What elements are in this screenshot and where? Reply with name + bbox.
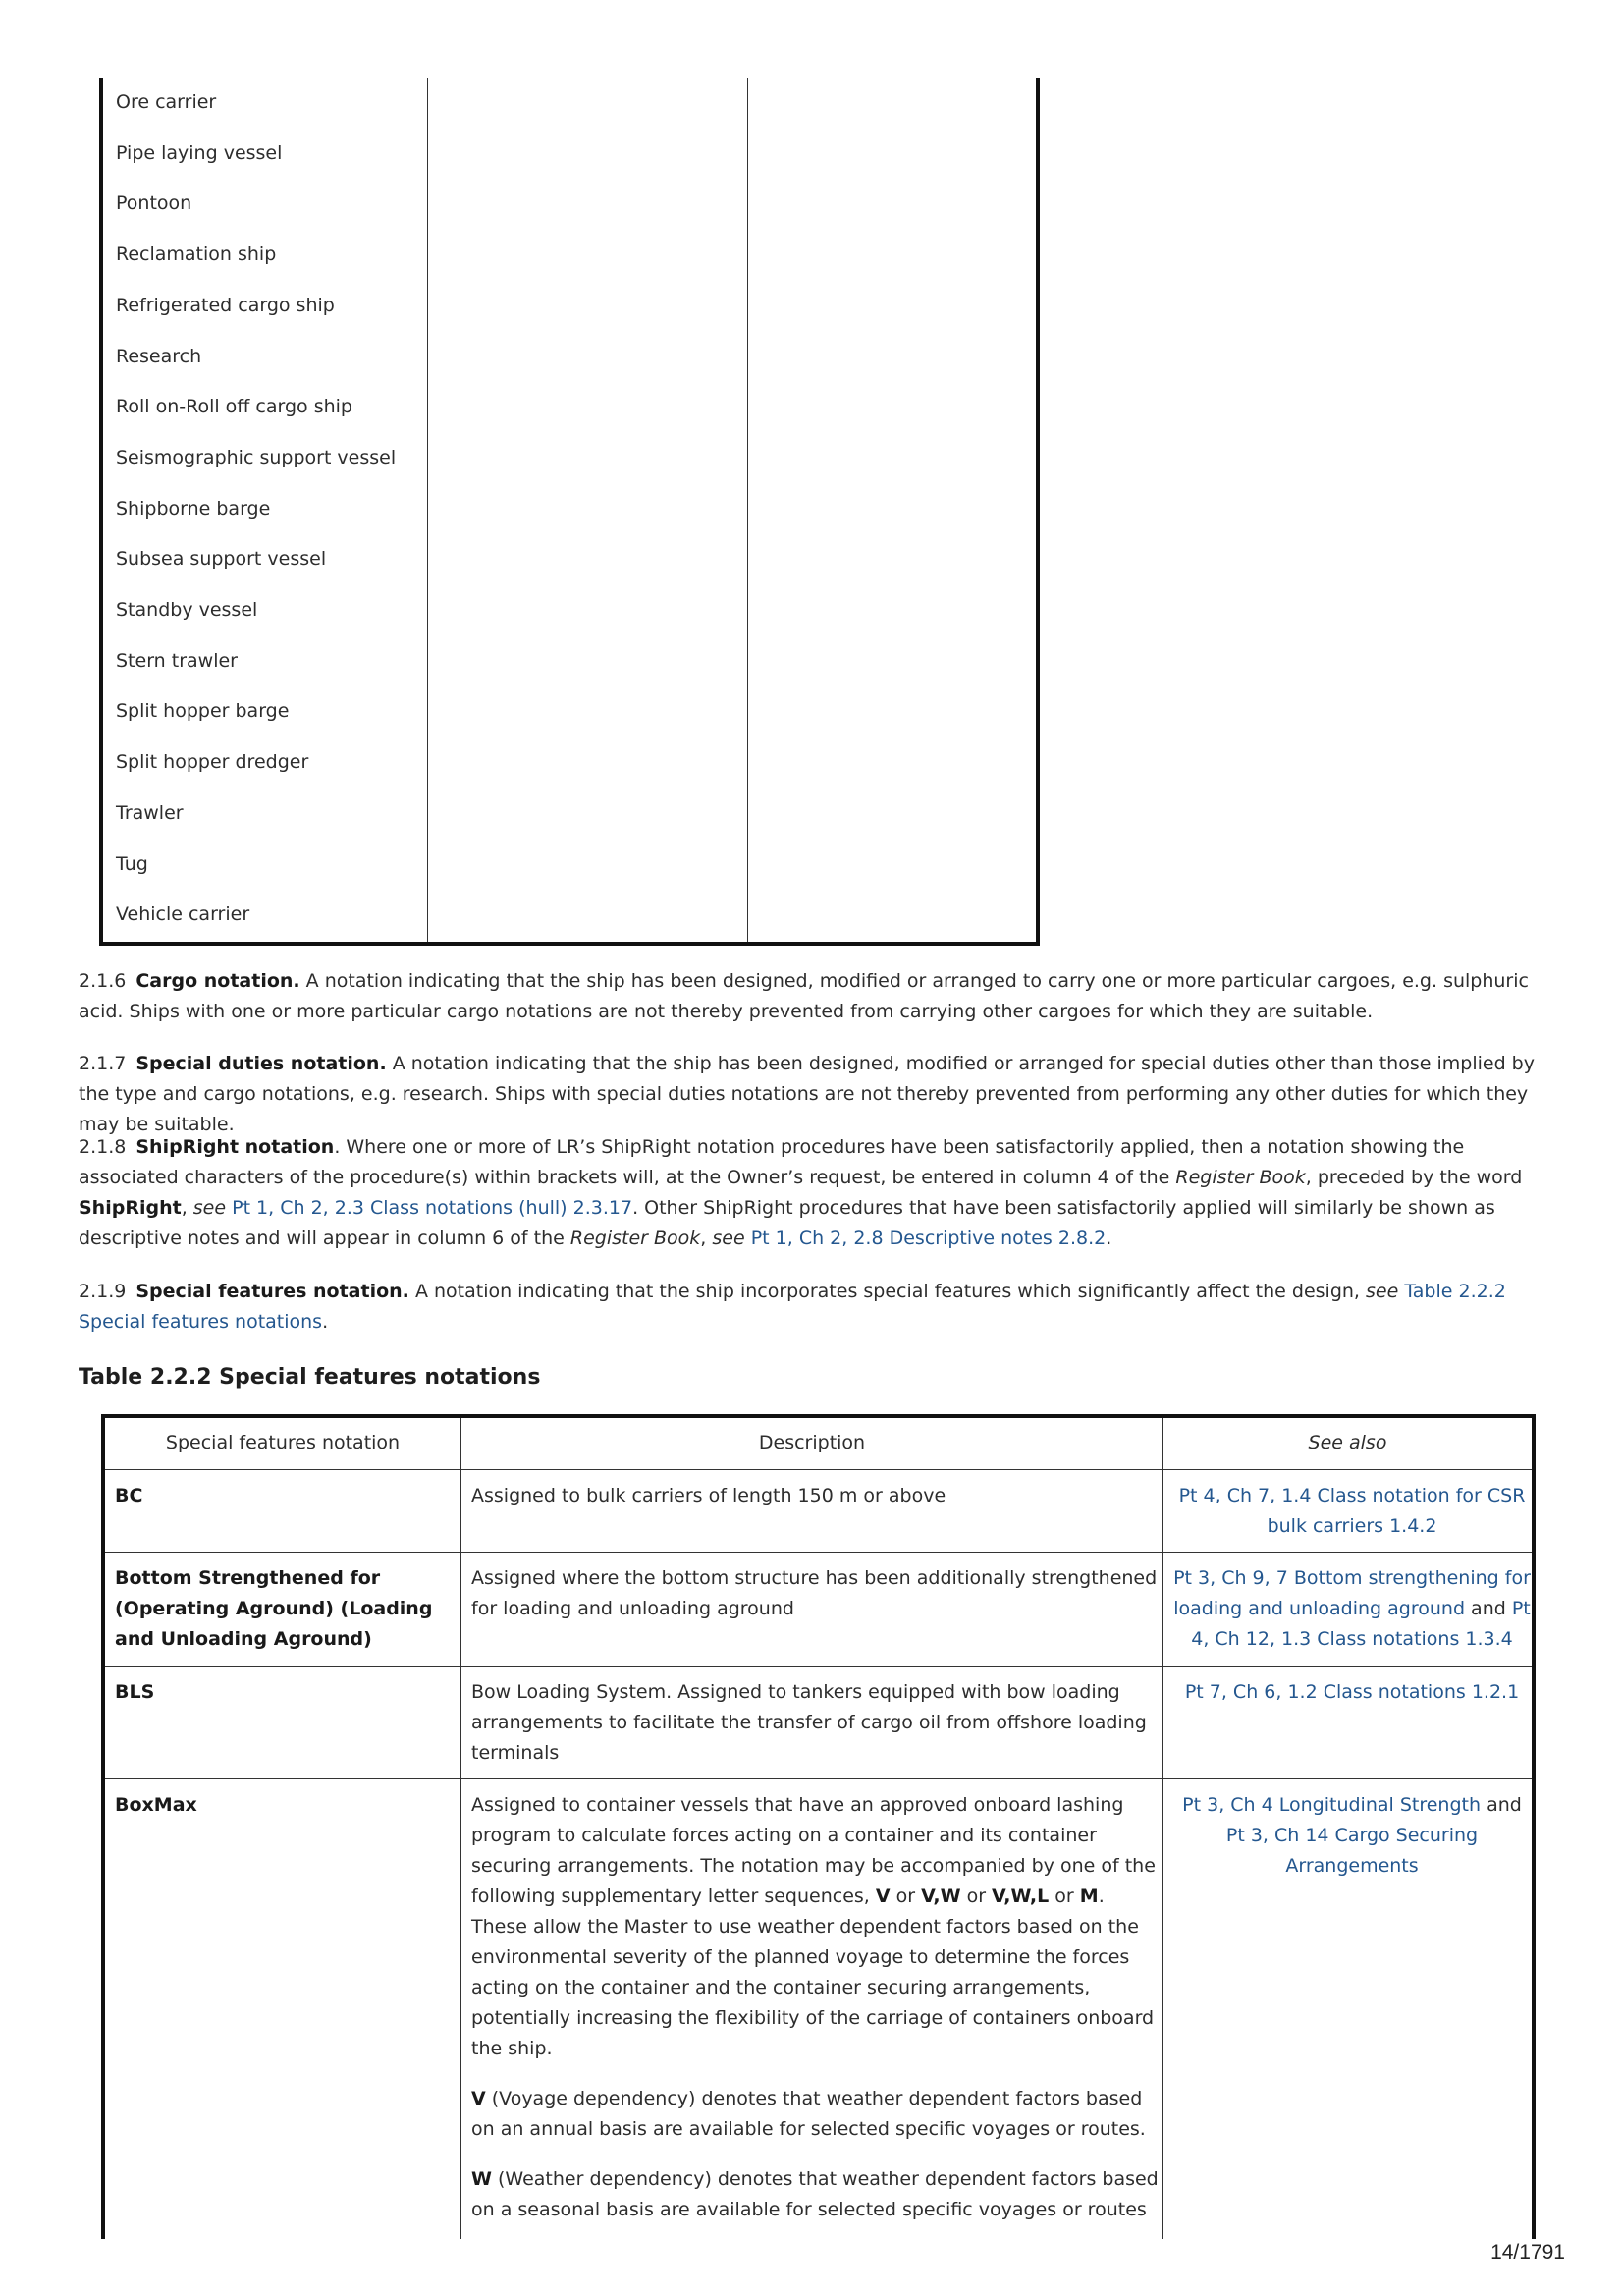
table-row-notation: BC	[115, 1485, 143, 1506]
list-item: Split hopper dredger	[116, 751, 309, 774]
list-item: Subsea support vessel	[116, 548, 327, 571]
table-row-notation: BoxMax	[115, 1794, 197, 1816]
header-notation: Special features notation	[165, 1432, 401, 1453]
section-text: A notation indicating that the ship has been designed, modified or arranged for special duties other than those implied by the type and cargo notations, e.g. research. Ships with special duties notations are not thereby prevented from performing any other duties for which they may be suitable.	[79, 1053, 1535, 1135]
or-text: or	[890, 1886, 922, 1907]
section-2-1-9	[79, 1277, 1551, 1338]
section-number: 2.1.6	[79, 970, 127, 992]
or-text: or	[1049, 1886, 1080, 1907]
descriptive-notes-link[interactable]: Pt 1, Ch 2, 2.8 Descriptive notes 2.8.2	[750, 1228, 1107, 1249]
register-book-ref: Register Book	[569, 1228, 701, 1249]
see-label: see	[192, 1197, 227, 1219]
list-item: Roll on-Roll off cargo ship	[116, 396, 352, 418]
list-item: Reclamation ship	[116, 244, 277, 266]
section-number: 2.1.8	[79, 1136, 127, 1158]
list-item: Trawler	[116, 801, 184, 824]
class-notations-1-3-4-link[interactable]: Pt 4, Ch 12, 1.3 Class notations 1.3.4	[1191, 1598, 1531, 1650]
table-row-description: Bow Loading System. Assigned to tankers equipped with bow loading arrangements to facilitate the transfer of cargo oil from offshore loading terminals	[471, 1681, 1147, 1764]
list-item: Vehicle carrier	[116, 903, 250, 926]
column-divider	[1162, 1418, 1163, 2239]
section-heading: Cargo notation.	[135, 970, 300, 992]
table-title: Table 2.2.2 Special features notations	[79, 1365, 541, 1390]
table-row-see-also	[1170, 1677, 1534, 1708]
weather-dependency-note	[471, 2164, 1159, 2225]
description-text: Assigned to container vessels that have an approved onboard lashing program to calculate forces acting on a container and its container securing arrangements. The notation may be accompanied by one of the following supplementary letter sequences,	[471, 1794, 1156, 1907]
letter-m: M	[1079, 1886, 1099, 1907]
table-row-description: Assigned where the bottom structure has been additionally strengthened for loading and unloading aground	[471, 1567, 1158, 1619]
section-heading: Special features notation.	[135, 1281, 409, 1302]
table-2-2-2-link[interactable]: Table 2.2.2 Special features notations	[79, 1281, 1506, 1333]
section-text: ,	[700, 1228, 713, 1249]
see-label: see	[712, 1228, 745, 1249]
table-row-see-also	[1170, 1563, 1534, 1655]
section-text: ,	[181, 1197, 193, 1219]
table-row-see-also	[1170, 1790, 1534, 1882]
row-divider	[105, 1469, 1532, 1470]
special-features-table	[101, 1414, 1536, 2239]
letter-v: V	[875, 1886, 891, 1907]
list-item: Refrigerated cargo ship	[116, 294, 335, 316]
table-row-notation: BLS	[115, 1681, 155, 1703]
list-item: Shipborne barge	[116, 497, 271, 519]
letters-vw: V,W	[921, 1886, 961, 1907]
section-text: A notation indicating that the ship incorporates special features which significantly affect the design,	[408, 1281, 1366, 1302]
description-text: (Weather dependency) denotes that weather dependent factors based on a seasonal basis are available for selected specific voyages or routes	[471, 2168, 1159, 2220]
bottom-strengthening-link[interactable]: Pt 3, Ch 9, 7 Bottom strengthening for loading and unloading aground	[1173, 1567, 1531, 1619]
or-text: or	[960, 1886, 993, 1907]
section-2-1-7	[79, 1049, 1551, 1140]
boxmax-description	[471, 1790, 1159, 2064]
letter-v: V	[471, 2088, 486, 2109]
list-item: Tug	[116, 852, 148, 875]
header-see-also: See also	[1308, 1432, 1387, 1453]
longitudinal-strength-link[interactable]: Pt 3, Ch 4 Longitudinal Strength	[1182, 1794, 1482, 1816]
section-text: . Other ShipRight procedures that have been satisfactorily applied will similarly be shown as descriptive notes and will appear in column 6 of the	[79, 1197, 1495, 1249]
table-row-notation: Bottom Strengthened for (Operating Aground) (Loading and Unloading Aground)	[115, 1567, 433, 1650]
page-number: 14/1791	[1490, 2241, 1565, 2264]
list-item: Seismographic support vessel	[116, 446, 397, 468]
header-description: Description	[758, 1432, 866, 1453]
letters-vwl: V,W,L	[992, 1886, 1050, 1907]
csr-bulk-carriers-link[interactable]: Pt 4, Ch 7, 1.4 Class notation for CSR bulk carriers 1.4.2	[1178, 1485, 1526, 1537]
and-text: and	[1481, 1794, 1522, 1816]
class-notations-hull-link[interactable]: Pt 1, Ch 2, 2.3 Class notations (hull) 2.3.17	[232, 1197, 633, 1219]
description-text: (Voyage dependency) denotes that weather dependent factors based on an annual basis are available for selected specific voyages or routes.	[471, 2088, 1146, 2140]
class-notations-1-2-1-link[interactable]: Pt 7, Ch 6, 1.2 Class notations 1.2.1	[1184, 1681, 1520, 1703]
column-divider	[460, 1418, 461, 2239]
section-text: A notation indicating that the ship has been designed, modified or arranged to carry one or more particular cargoes, e.g. sulphuric acid. Ships with one or more particular cargo notations are not thereby prevented from carrying other cargoes for which they are suitable.	[79, 970, 1529, 1022]
list-item: Standby vessel	[116, 599, 258, 621]
table-row-description: Assigned to bulk carriers of length 150 m or above	[471, 1485, 946, 1506]
section-number: 2.1.7	[79, 1053, 127, 1074]
section-2-1-8	[79, 1132, 1551, 1254]
section-heading: Special duties notation.	[135, 1053, 387, 1074]
row-divider	[105, 1778, 1532, 1779]
description-text: . These allow the Master to use weather dependent factors based on the environmental severity of the planned voyage to determine the forces acting on the container and the container securing arrangements, potentially increasing the flexibility of the carriage of containers onboard the ship.	[471, 1886, 1155, 2059]
list-item: Research	[116, 345, 202, 367]
list-item: Stern trawler	[116, 649, 238, 672]
list-item: Split hopper barge	[116, 700, 290, 723]
list-item: Ore carrier	[116, 91, 217, 113]
section-text: . Where one or more of LR’s ShipRight notation procedures have been satisfactorily applied, then a notation showing the associated characters of the procedure(s) within brackets will, at the Owner’s request, be entered in column 4 of the	[79, 1136, 1465, 1188]
section-number: 2.1.9	[79, 1281, 127, 1302]
and-text: and	[1465, 1598, 1512, 1619]
column-divider	[747, 78, 748, 942]
vessel-type-table	[99, 78, 1040, 946]
cargo-securing-link[interactable]: Pt 3, Ch 14 Cargo Securing Arrangements	[1225, 1825, 1479, 1877]
column-divider	[427, 78, 428, 942]
section-heading: ShipRight notation	[135, 1136, 335, 1158]
letter-w: W	[471, 2168, 492, 2190]
section-2-1-6	[79, 966, 1551, 1027]
section-text: , preceded by the word	[1305, 1167, 1523, 1188]
register-book-ref: Register Book	[1175, 1167, 1306, 1188]
list-item: Pipe laying vessel	[116, 141, 283, 164]
see-label: see	[1366, 1281, 1399, 1302]
row-divider	[105, 1552, 1532, 1553]
section-text: .	[322, 1311, 329, 1333]
section-text: .	[1106, 1228, 1112, 1249]
table-row-see-also	[1170, 1481, 1534, 1542]
shipright-term: ShipRight	[79, 1197, 182, 1219]
row-divider	[105, 1666, 1532, 1667]
voyage-dependency-note	[471, 2084, 1159, 2145]
list-item: Pontoon	[116, 192, 192, 215]
table-row-description	[471, 1790, 1159, 2245]
